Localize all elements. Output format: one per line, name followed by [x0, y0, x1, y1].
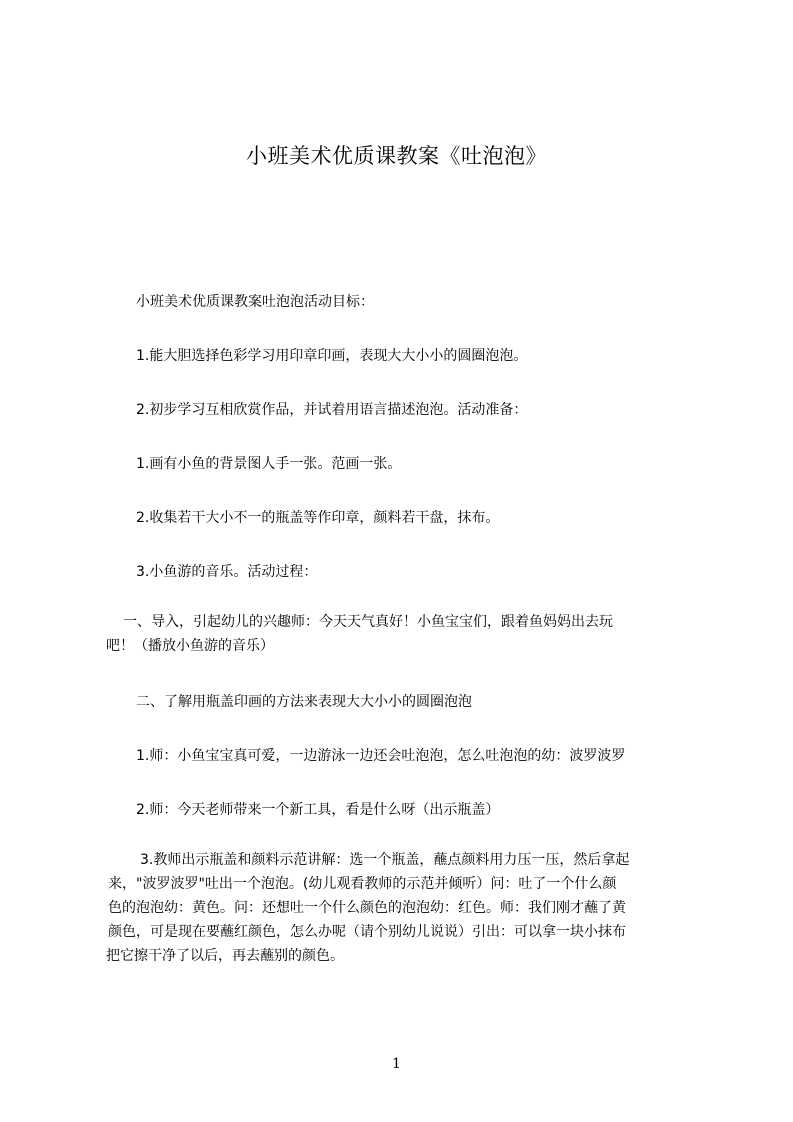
page-number: 1	[392, 1056, 401, 1072]
paragraph-preparation-3: 3.小鱼游的音乐。活动过程：	[136, 564, 318, 580]
paragraph-preparation-1: 1.画有小鱼的背景图人手一张。范画一张。	[136, 456, 402, 472]
paragraph-objectives-heading: 小班美术优质课教案吐泡泡活动目标：	[136, 294, 374, 310]
paragraph-line: 3.教师出示瓶盖和颜料示范讲解：选一个瓶盖，蘸点颜料用力压一压，然后拿起	[140, 852, 630, 868]
paragraph-line: 吧！（播放小鱼游的音乐）	[106, 638, 274, 654]
paragraph-line: 颜色，可是现在要蘸红颜色，怎么办呢（请个别幼儿说说）引出：可以拿一块小抹布	[108, 924, 626, 940]
paragraph-objective-2: 2.初步学习互相欣赏作品，并试着用语言描述泡泡。活动准备：	[136, 402, 528, 418]
paragraph-preparation-2: 2.收集若干大小不一的瓶盖等作印章，颜料若干盘，抹布。	[136, 510, 500, 526]
paragraph-line: 来，"波罗波罗"吐出一个泡泡。(幼儿观看教师的示范并倾听）问：吐了一个什么颜	[108, 876, 617, 892]
paragraph-step-2: 二、了解用瓶盖印画的方法来表现大大小小的圆圈泡泡	[136, 694, 472, 710]
paragraph-line: 一、导入，引起幼儿的兴趣师：今天天气真好！小鱼宝宝们，跟着鱼妈妈出去玩	[123, 614, 613, 630]
paragraph-step-2-item-1: 1.师：小鱼宝宝真可爱，一边游泳一边还会吐泡泡，怎么吐泡泡的幼：波罗波罗	[136, 748, 626, 764]
page-title: 小班美术优质课教案《吐泡泡》	[246, 144, 547, 168]
paragraph-step-1	[106, 610, 706, 658]
paragraph-line: 色的泡泡幼：黄色。问：还想吐一个什么颜色的泡泡幼：红色。师：我们刚才蘸了黄	[108, 900, 626, 916]
paragraph-step-2-item-2: 2.师：今天老师带来一个新工具，看是什么呀（出示瓶盖）	[136, 802, 500, 818]
paragraph-line: 把它擦干净了以后，再去蘸别的颜色。	[106, 948, 344, 964]
paragraph-step-2-item-3	[106, 848, 706, 968]
paragraph-objective-1: 1.能大胆选择色彩学习用印章印画，表现大大小小的圆圈泡泡。	[136, 348, 528, 364]
